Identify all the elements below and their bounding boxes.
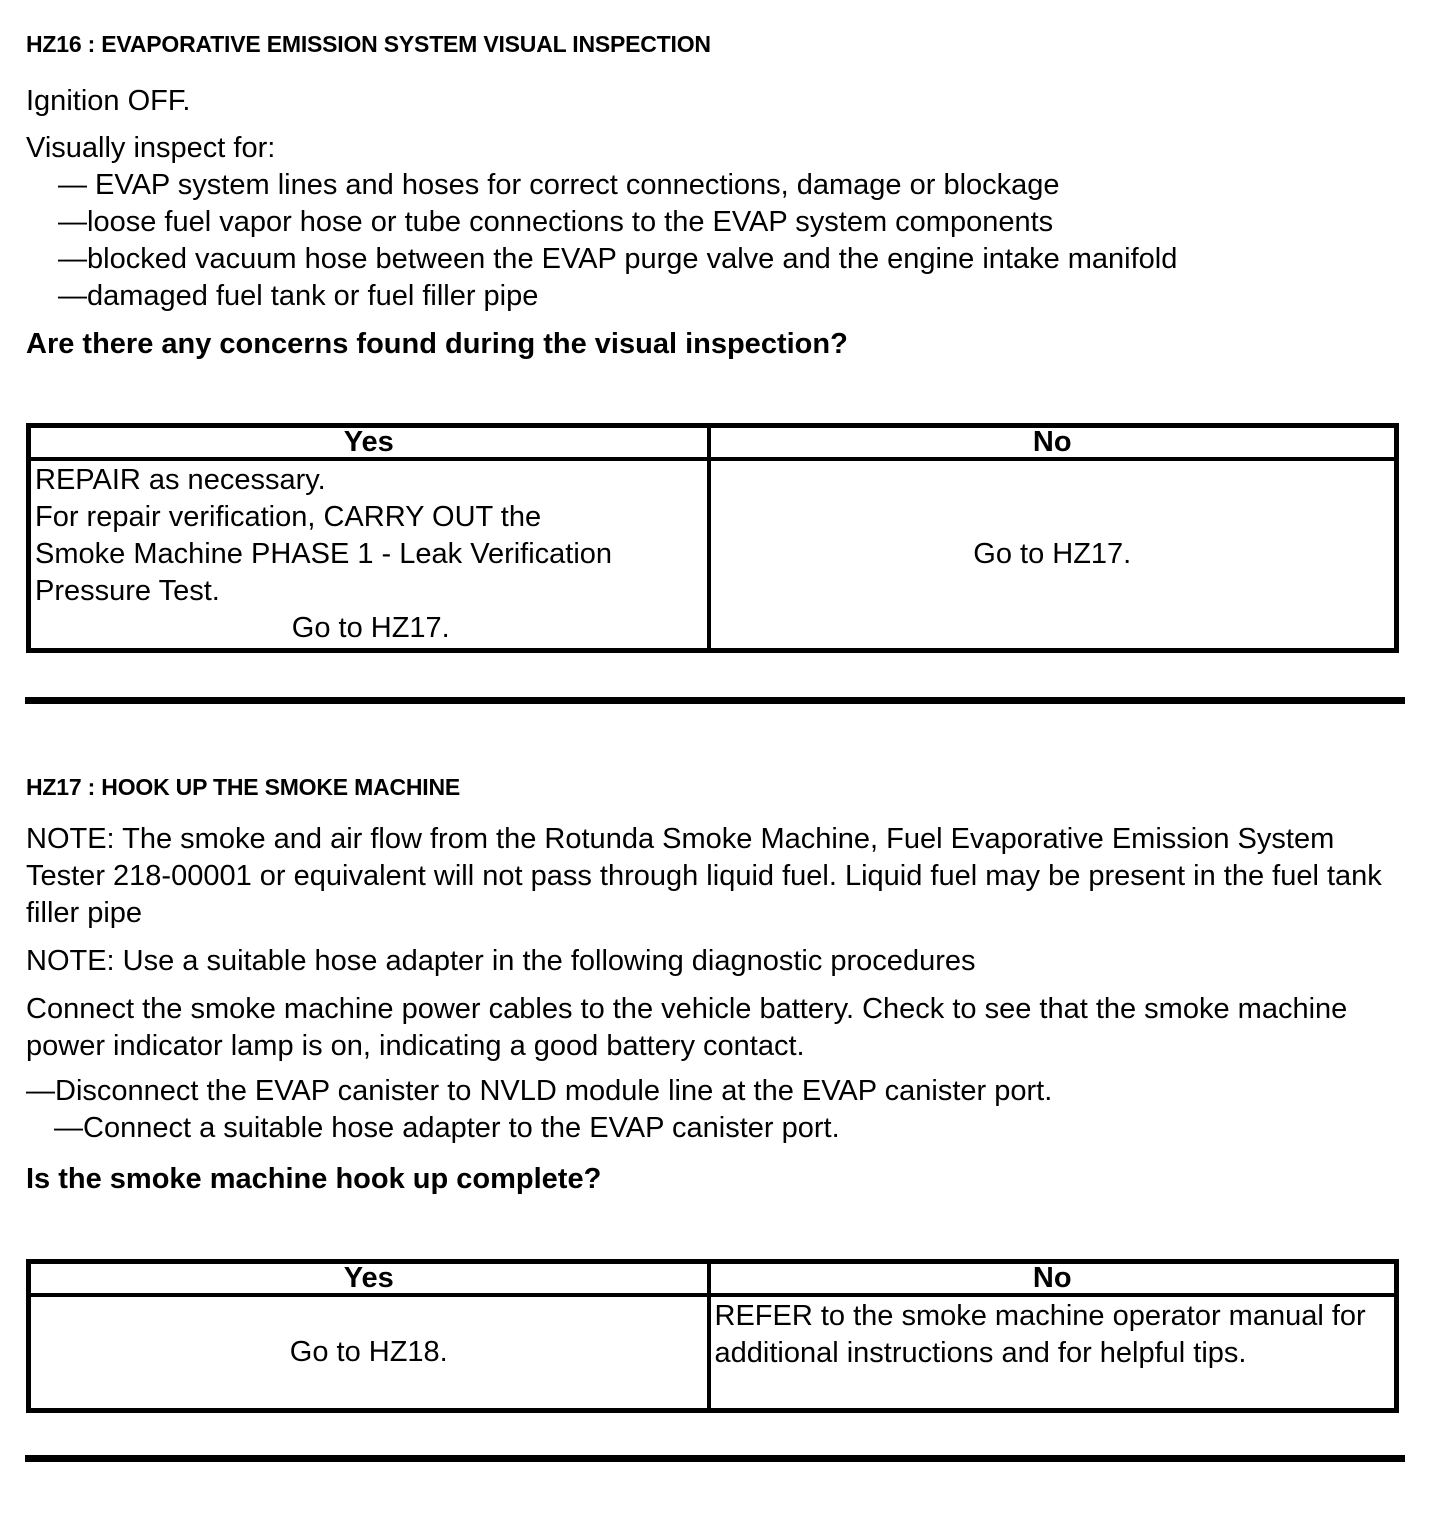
yes-column-header: Yes: [29, 426, 709, 460]
visual-inspection-list: [26, 130, 1398, 315]
no-cell: Go to HZ17.: [709, 459, 1397, 651]
decision-question-hz16: Are there any concerns found during the visual inspection?: [26, 328, 848, 360]
table-body-row: [29, 459, 1397, 651]
inspect-item: —blocked vacuum hose between the EVAP purge valve and the engine intake manifold: [58, 243, 1178, 275]
inspect-item: —damaged fuel tank or fuel filler pipe: [58, 280, 539, 312]
dash-instruction: —Connect a suitable hose adapter to the EVAP canister port.: [54, 1112, 840, 1144]
ignition-off-text: Ignition OFF.: [26, 85, 191, 117]
no-column-header: No: [709, 426, 1397, 460]
step-hz17-title: HZ17 : HOOK UP THE SMOKE MACHINE: [26, 774, 461, 800]
inspect-item: — EVAP system lines and hoses for correct connections, damage or blockage: [58, 169, 1060, 201]
yes-cell-line: Pressure Test.: [35, 575, 220, 607]
inspect-item: —loose fuel vapor hose or tube connections to the EVAP system components: [58, 206, 1054, 238]
yes-cell: [29, 459, 709, 651]
section-divider: [25, 697, 1405, 704]
dash-instruction-list: [26, 1073, 1398, 1147]
yes-cell-line: For repair verification, CARRY OUT the: [35, 501, 542, 533]
decision-table-hz16: [26, 423, 1399, 653]
step-hz16-title: HZ16 : EVAPORATIVE EMISSION SYSTEM VISUAL INSPECTION: [26, 31, 711, 57]
no-cell: REFER to the smoke machine operator manual for additional instructions and for helpful tips.: [709, 1295, 1397, 1411]
document-content: [26, 33, 1398, 1462]
dash-instruction: —Disconnect the EVAP canister to NVLD module line at the EVAP canister port.: [26, 1075, 1053, 1107]
note-smoke-machine: NOTE: The smoke and air flow from the Rotunda Smoke Machine, Fuel Evaporative Emission System Tester 218-00001 or equivalent will not pass through liquid fuel. Liquid fuel may be present in the fuel tank filler pipe: [26, 823, 1382, 929]
decision-question-hz17: Is the smoke machine hook up complete?: [26, 1163, 602, 1195]
table-body-row: [29, 1295, 1397, 1411]
no-column-header: No: [709, 1262, 1397, 1296]
table-header-row: [29, 426, 1397, 460]
yes-cell-line: REPAIR as necessary.: [35, 464, 326, 496]
yes-cell-goto: Go to HZ17.: [291, 612, 450, 644]
yes-cell-line: Smoke Machine PHASE 1 - Leak Verification: [35, 538, 613, 570]
yes-column-header: Yes: [29, 1262, 709, 1296]
yes-cell: Go to HZ18.: [29, 1295, 709, 1411]
table-header-row: [29, 1262, 1397, 1296]
note-hose-adapter: NOTE: Use a suitable hose adapter in the following diagnostic procedures: [26, 945, 976, 977]
connect-instructions: Connect the smoke machine power cables to the vehicle battery. Check to see that the smoke machine power indicator lamp is on, indicating a good battery contact.: [26, 993, 1348, 1062]
decision-table-hz17: [26, 1259, 1399, 1413]
inspect-lead-text: Visually inspect for:: [26, 132, 276, 164]
section-divider: [25, 1455, 1405, 1462]
